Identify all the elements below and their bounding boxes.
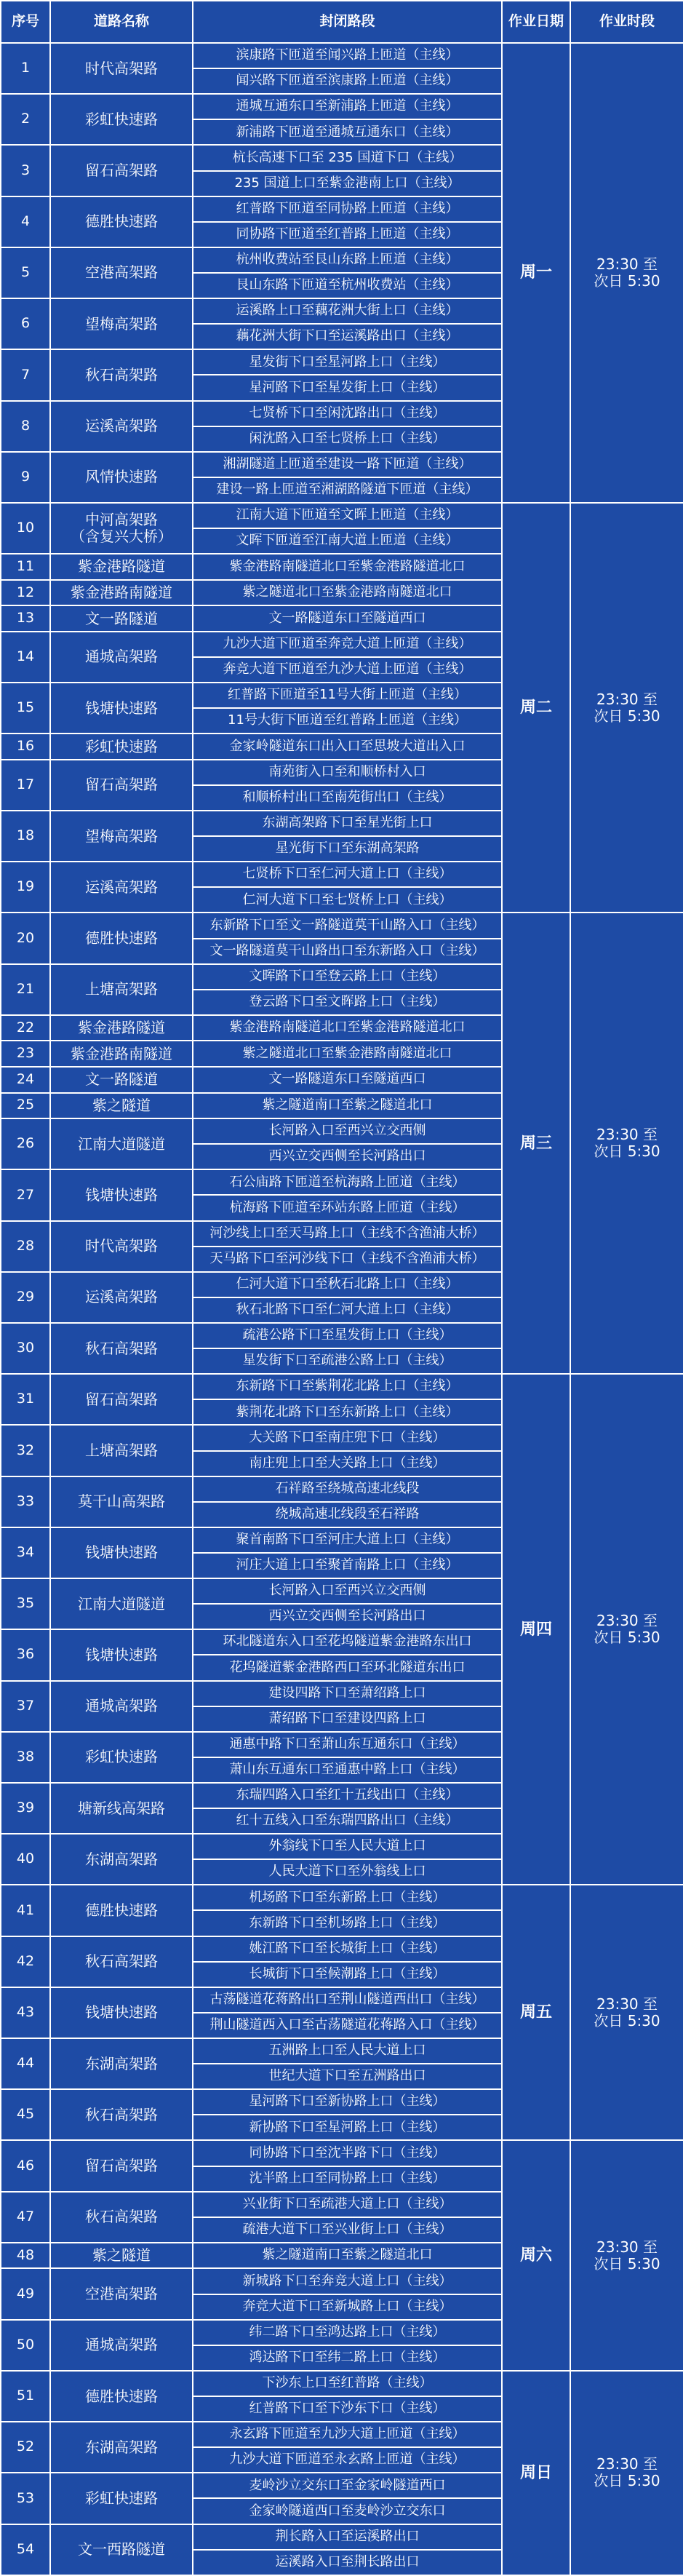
closed-section: 艮山东路下匝道至杭州收费站（主线） — [193, 273, 502, 298]
closed-section: 运溪路上口至藕花洲大街上口（主线） — [193, 298, 502, 324]
closed-section: 闲沈路入口至七贤桥上口（主线） — [193, 426, 502, 452]
row-index: 29 — [1, 1272, 50, 1323]
closed-section: 东新路下口至紫荆花北路上口（主线） — [193, 1374, 502, 1399]
row-index: 8 — [1, 401, 50, 452]
closed-section: 红普路下口至下沙东下口（主线） — [193, 2396, 502, 2422]
row-index: 22 — [1, 1015, 50, 1041]
road-name: 通城高架路 — [50, 632, 193, 683]
road-name: 塘新线高架路 — [50, 1783, 193, 1834]
closed-section: 大关路下口至南庄兜下口（主线） — [193, 1425, 502, 1450]
road-name: 留石高架路 — [50, 2140, 193, 2191]
closed-section: 萧山东互通东口至通惠中路上口（主线） — [193, 1757, 502, 1783]
closed-section: 七贤桥下口至闲沈路出口（主线） — [193, 401, 502, 426]
row-index: 2 — [1, 94, 50, 145]
closed-section: 滨康路下匝道至闻兴路上匝道（主线） — [193, 43, 502, 68]
closed-section: 九沙大道下匝道至奔竞大道上匝道（主线） — [193, 632, 502, 657]
row-index: 36 — [1, 1629, 50, 1680]
closed-section: 石公庙路下匝道至杭海路上匝道（主线） — [193, 1169, 502, 1195]
road-name: 时代高架路 — [50, 43, 193, 94]
road-name: 紫金港路隧道 — [50, 1015, 193, 1041]
work-time: 23:30 至 次日 5:30 — [570, 1374, 683, 1885]
road-name: 望梅高架路 — [50, 298, 193, 349]
closed-section: 沈半路上口至同协路上口（主线） — [193, 2166, 502, 2192]
row-index: 49 — [1, 2268, 50, 2319]
road-name: 时代高架路 — [50, 1221, 193, 1272]
header-closed-section: 封闭路段 — [193, 1, 502, 43]
closed-section: 登云路下口至文晖路上口（主线） — [193, 990, 502, 1015]
row-index: 37 — [1, 1681, 50, 1732]
closed-section: 新城路下口至奔竞大道上口（主线） — [193, 2268, 502, 2294]
closed-section: 建设一路上匝道至湘湖路隧道下匝道（主线） — [193, 477, 502, 503]
row-index: 11 — [1, 554, 50, 580]
closed-section: 建设四路下口至萧绍路上口 — [193, 1681, 502, 1706]
row-index: 24 — [1, 1067, 50, 1093]
work-time: 23:30 至 次日 5:30 — [570, 43, 683, 503]
road-name: 运溪高架路 — [50, 401, 193, 452]
closed-section: 东湖高架路下口至星光街上口 — [193, 811, 502, 836]
row-index: 31 — [1, 1374, 50, 1425]
closed-section: 文晖下匝道至江南大道上匝道（主线） — [193, 528, 502, 554]
road-name: 空港高架路 — [50, 247, 193, 298]
road-name: 中河高架路 （含复兴大桥） — [50, 503, 193, 554]
road-name: 德胜快速路 — [50, 2371, 193, 2422]
row-index: 33 — [1, 1476, 50, 1527]
row-index: 7 — [1, 349, 50, 400]
row-index: 5 — [1, 247, 50, 298]
closed-section: 荆山隧道西入口至古荡隧道花蒋路入口（主线） — [193, 2013, 502, 2038]
closed-section: 东瑞四路入口至红十五线出口（主线） — [193, 1783, 502, 1808]
road-name: 彩虹快速路 — [50, 734, 193, 760]
header-index: 序号 — [1, 1, 50, 43]
work-day: 周四 — [502, 1374, 570, 1885]
closed-section: 疏港公路下口至星发街上口（主线） — [193, 1323, 502, 1348]
closed-section: 文一路隧道莫干山路出口至东新路入口（主线） — [193, 939, 502, 964]
row-index: 12 — [1, 580, 50, 606]
closed-section: 五洲路上口至人民大道上口 — [193, 2038, 502, 2064]
header-row — [1, 1, 683, 43]
row-index: 18 — [1, 811, 50, 862]
closed-section: 和顺桥村出口至南苑街出口（主线） — [193, 785, 502, 811]
road-name: 文一西路隧道 — [50, 2524, 193, 2575]
closed-section: 紫金港路南隧道北口至紫金港路隧道北口 — [193, 554, 502, 580]
closed-section: 西兴立交西侧至长河路出口 — [193, 1144, 502, 1169]
row-index: 50 — [1, 2320, 50, 2371]
closed-section: 通惠中路下口至萧山东互通东口（主线） — [193, 1732, 502, 1757]
closed-section: 紫金港路南隧道北口至紫金港路隧道北口 — [193, 1015, 502, 1041]
road-name: 彩虹快速路 — [50, 94, 193, 145]
road-name: 东湖高架路 — [50, 2038, 193, 2089]
closed-section: 仁河大道下口至七贤桥上口（主线） — [193, 887, 502, 913]
closed-section: 荆长路入口至运溪路出口 — [193, 2524, 502, 2550]
closed-section: 人民大道下口至外翁线上口 — [193, 1859, 502, 1885]
road-name: 紫之隧道 — [50, 1093, 193, 1119]
road-name: 莫干山高架路 — [50, 1476, 193, 1527]
road-name: 彩虹快速路 — [50, 1732, 193, 1783]
row-index: 19 — [1, 862, 50, 913]
road-name: 风情快速路 — [50, 452, 193, 503]
row-index: 53 — [1, 2473, 50, 2524]
closed-section: 外翁线下口至人民大道上口 — [193, 1834, 502, 1859]
closed-section: 南庄兜上口至大关路上口（主线） — [193, 1451, 502, 1476]
road-name: 德胜快速路 — [50, 196, 193, 247]
road-name: 通城高架路 — [50, 1681, 193, 1732]
row-index: 45 — [1, 2089, 50, 2140]
row-index: 52 — [1, 2422, 50, 2473]
closed-section: 下沙东上口至红普路（主线） — [193, 2371, 502, 2396]
work-day: 周六 — [502, 2140, 570, 2370]
row-index: 6 — [1, 298, 50, 349]
closed-section: 文一路隧道东口至隧道西口 — [193, 605, 502, 632]
work-time: 23:30 至 次日 5:30 — [570, 1885, 683, 2140]
row-index: 1 — [1, 43, 50, 94]
closed-section: 九沙大道下匝道至永玄路上匝道（主线） — [193, 2447, 502, 2473]
closed-section: 藕花洲大街下口至运溪路出口（主线） — [193, 324, 502, 349]
closed-section: 麦岭沙立交东口至金家岭隧道西口 — [193, 2473, 502, 2498]
row-index: 51 — [1, 2371, 50, 2422]
road-name: 钱塘快速路 — [50, 1987, 193, 2038]
row-index: 34 — [1, 1527, 50, 1578]
closed-section: 235 国道上口至紫金港南上口（主线） — [193, 171, 502, 196]
road-name: 紫金港路隧道 — [50, 554, 193, 580]
row-index: 14 — [1, 632, 50, 683]
closed-section: 红普路下匝道至同协路上匝道（主线） — [193, 196, 502, 222]
road-name: 上塘高架路 — [50, 1425, 193, 1476]
closed-section: 紫之隧道南口至紫之隧道北口 — [193, 2243, 502, 2269]
closed-section: 星发街下口至疏港公路上口（主线） — [193, 1348, 502, 1374]
road-name: 通城高架路 — [50, 2320, 193, 2371]
closed-section: 杭州收费站至艮山东路上匝道（主线） — [193, 247, 502, 273]
header-work-date: 作业日期 — [502, 1, 570, 43]
closed-section: 紫之隧道南口至紫之隧道北口 — [193, 1093, 502, 1119]
road-name: 留石高架路 — [50, 145, 193, 196]
table-row — [1, 2140, 683, 2166]
closed-section: 永玄路下匝道至九沙大道上匝道（主线） — [193, 2422, 502, 2447]
road-name: 钱塘快速路 — [50, 1527, 193, 1578]
work-day: 周日 — [502, 2371, 570, 2575]
closed-section: 同协路下匝道至红普路上匝道（主线） — [193, 222, 502, 247]
road-name: 留石高架路 — [50, 1374, 193, 1425]
closed-section: 运溪路入口至荆长路出口 — [193, 2550, 502, 2575]
road-name: 秋石高架路 — [50, 349, 193, 400]
road-name: 紫之隧道 — [50, 2243, 193, 2269]
closed-section: 红普路下匝道至11号大街上匝道（主线） — [193, 683, 502, 708]
row-index: 27 — [1, 1169, 50, 1220]
closed-section: 杭长高速下口至 235 国道下口（主线） — [193, 145, 502, 170]
work-time: 23:30 至 次日 5:30 — [570, 503, 683, 913]
closed-section: 萧绍路下口至建设四路上口 — [193, 1706, 502, 1732]
road-name: 钱塘快速路 — [50, 1629, 193, 1680]
closed-section: 文一路隧道东口至隧道西口 — [193, 1067, 502, 1093]
row-index: 39 — [1, 1783, 50, 1834]
closed-section: 文晖路下口至登云路上口（主线） — [193, 964, 502, 990]
row-index: 30 — [1, 1323, 50, 1374]
closed-section: 紫之隧道北口至紫金港路南隧道北口 — [193, 580, 502, 606]
row-index: 13 — [1, 605, 50, 632]
road-name: 留石高架路 — [50, 760, 193, 811]
row-index: 3 — [1, 145, 50, 196]
work-day: 周三 — [502, 913, 570, 1374]
road-name: 江南大道隧道 — [50, 1578, 193, 1629]
closed-section: 奔竞大道下匝道至九沙大道上匝道（主线） — [193, 657, 502, 683]
closed-section: 东新路下口至机场路上口（主线） — [193, 1910, 502, 1936]
row-index: 43 — [1, 1987, 50, 2038]
road-name: 空港高架路 — [50, 2268, 193, 2319]
road-name: 望梅高架路 — [50, 811, 193, 862]
row-index: 28 — [1, 1221, 50, 1272]
table-row — [1, 43, 683, 68]
row-index: 15 — [1, 683, 50, 734]
closed-section: 河沙线上口至天马路上口（主线不含渔浦大桥） — [193, 1221, 502, 1247]
closed-section: 花坞隧道紫金港路西口至环北隧道东出口 — [193, 1655, 502, 1680]
row-index: 23 — [1, 1041, 50, 1067]
road-name: 文一路隧道 — [50, 605, 193, 632]
closed-section: 东新路下口至文一路隧道莫干山路入口（主线） — [193, 913, 502, 938]
closed-section: 聚首南路下口至河庄大道上口（主线） — [193, 1527, 502, 1553]
closed-section: 星光街下口至东湖高架路 — [193, 836, 502, 862]
closed-section: 世纪大道下口至五洲路出口 — [193, 2064, 502, 2089]
table-row — [1, 2371, 683, 2396]
table-row — [1, 1885, 683, 1910]
closed-section: 疏港大道下口至兴业街上口（主线） — [193, 2217, 502, 2243]
closed-section: 金家岭隧道东口出入口至思坡大道出入口 — [193, 734, 502, 760]
closed-section: 天马路下口至河沙线下口（主线不含渔浦大桥） — [193, 1247, 502, 1272]
closed-section: 西兴立交西侧至长河路出口 — [193, 1604, 502, 1629]
closed-section: 星河路下口至星发街上口（主线） — [193, 375, 502, 400]
closed-section: 长城街下口至候潮路上口（主线） — [193, 1962, 502, 1987]
road-name: 紫金港路南隧道 — [50, 580, 193, 606]
road-name: 钱塘快速路 — [50, 683, 193, 734]
header-road-name: 道路名称 — [50, 1, 193, 43]
closed-section: 湘湖隧道上匝道至建设一路下匝道（主线） — [193, 452, 502, 477]
closed-section: 长河路入口至西兴立交西侧 — [193, 1118, 502, 1144]
closed-section: 江南大道下匝道至文晖上匝道（主线） — [193, 503, 502, 528]
closed-section: 新协路下口至星河路上口（主线） — [193, 2115, 502, 2140]
road-name: 江南大道隧道 — [50, 1118, 193, 1169]
closed-section: 纬二路下口至鸿达路上口（主线） — [193, 2320, 502, 2345]
road-name: 东湖高架路 — [50, 1834, 193, 1885]
closed-section: 同协路下口至沈半路下口（主线） — [193, 2140, 502, 2166]
closed-section: 环北隧道东入口至花坞隧道紫金港路东出口 — [193, 1629, 502, 1655]
work-day: 周二 — [502, 503, 570, 913]
closed-section: 机场路下口至东新路上口（主线） — [193, 1885, 502, 1910]
row-index: 47 — [1, 2192, 50, 2243]
row-index: 48 — [1, 2243, 50, 2269]
road-name: 运溪高架路 — [50, 1272, 193, 1323]
road-name: 彩虹快速路 — [50, 2473, 193, 2524]
road-name: 德胜快速路 — [50, 913, 193, 963]
row-index: 26 — [1, 1118, 50, 1169]
road-name: 东湖高架路 — [50, 2422, 193, 2473]
road-name: 德胜快速路 — [50, 1885, 193, 1936]
closed-section: 仁河大道下口至秋石北路上口（主线） — [193, 1272, 502, 1297]
closed-section: 鸿达路下口至纬二路上口（主线） — [193, 2345, 502, 2371]
road-name: 秋石高架路 — [50, 2192, 193, 2243]
row-index: 4 — [1, 196, 50, 247]
row-index: 35 — [1, 1578, 50, 1629]
row-index: 17 — [1, 760, 50, 811]
closed-section: 新浦路下匝道至通城互通东口（主线） — [193, 119, 502, 145]
table-row — [1, 503, 683, 528]
row-index: 41 — [1, 1885, 50, 1936]
table-row — [1, 913, 683, 938]
row-index: 20 — [1, 913, 50, 963]
work-day: 周五 — [502, 1885, 570, 2140]
closed-section: 紫荆花北路下口至东新路上口（主线） — [193, 1399, 502, 1425]
closed-section: 星河路下口至新协路上口（主线） — [193, 2089, 502, 2115]
closed-section: 绕城高速北线段至石祥路 — [193, 1502, 502, 1527]
closed-section: 11号大街下匝道至红普路上匝道（主线） — [193, 708, 502, 734]
row-index: 16 — [1, 734, 50, 760]
closed-section: 兴业街下口至疏港大道上口（主线） — [193, 2192, 502, 2217]
row-index: 10 — [1, 503, 50, 554]
row-index: 38 — [1, 1732, 50, 1783]
closed-section: 金家岭隧道西口至麦岭沙立交东口 — [193, 2498, 502, 2524]
row-index: 46 — [1, 2140, 50, 2191]
road-name: 秋石高架路 — [50, 1936, 193, 1987]
road-name: 紫金港路南隧道 — [50, 1041, 193, 1067]
header-work-time: 作业时段 — [570, 1, 683, 43]
closed-section: 紫之隧道北口至紫金港路南隧道北口 — [193, 1041, 502, 1067]
closed-section: 通城互通东口至新浦路上匝道（主线） — [193, 94, 502, 119]
row-index: 21 — [1, 964, 50, 1015]
row-index: 40 — [1, 1834, 50, 1885]
work-time: 23:30 至 次日 5:30 — [570, 2371, 683, 2575]
work-day: 周一 — [502, 43, 570, 503]
row-index: 44 — [1, 2038, 50, 2089]
road-name: 秋石高架路 — [50, 2089, 193, 2140]
closed-section: 河庄大道上口至聚首南路上口（主线） — [193, 1553, 502, 1578]
table-row — [1, 1374, 683, 1399]
closed-section: 石祥路至绕城高速北线段 — [193, 1476, 502, 1502]
row-index: 9 — [1, 452, 50, 503]
row-index: 32 — [1, 1425, 50, 1476]
road-name: 上塘高架路 — [50, 964, 193, 1015]
closed-section: 秋石北路下口至仁河大道上口（主线） — [193, 1297, 502, 1323]
closed-section: 星发街下口至星河路上口（主线） — [193, 349, 502, 375]
closed-section: 杭海路下匝道至环站东路上匝道（主线） — [193, 1195, 502, 1220]
road-name: 文一路隧道 — [50, 1067, 193, 1093]
work-time: 23:30 至 次日 5:30 — [570, 2140, 683, 2370]
closed-section: 古荡隧道花蒋路出口至荆山隧道西出口（主线） — [193, 1987, 502, 2013]
road-name: 秋石高架路 — [50, 1323, 193, 1374]
row-index: 54 — [1, 2524, 50, 2575]
closed-section: 红十五线入口至东瑞四路出口（主线） — [193, 1808, 502, 1834]
row-index: 25 — [1, 1093, 50, 1119]
road-name: 钱塘快速路 — [50, 1169, 193, 1220]
closed-section: 奔竞大道下口至新城路上口（主线） — [193, 2294, 502, 2320]
closed-section: 长河路入口至西兴立交西侧 — [193, 1578, 502, 1604]
work-time: 23:30 至 次日 5:30 — [570, 913, 683, 1374]
row-index: 42 — [1, 1936, 50, 1987]
closed-section: 闻兴路下匝道至滨康路上匝道（主线） — [193, 68, 502, 94]
road-name: 运溪高架路 — [50, 862, 193, 913]
closed-section: 七贤桥下口至仁河大道上口（主线） — [193, 862, 502, 887]
closed-section: 姚江路下口至长城街上口（主线） — [193, 1936, 502, 1962]
closed-section: 南苑街入口至和顺桥村入口 — [193, 760, 502, 785]
